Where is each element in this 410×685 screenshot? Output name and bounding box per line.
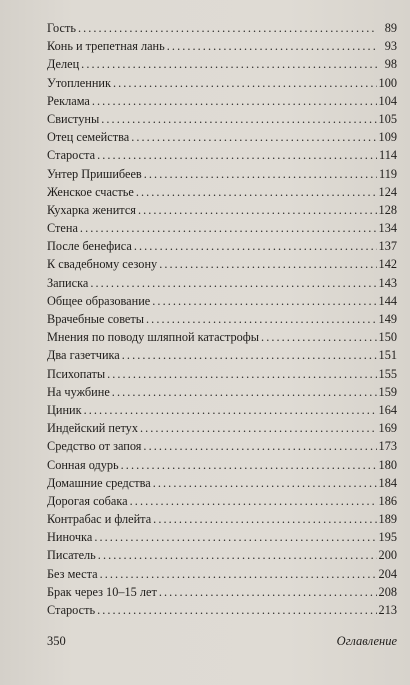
toc-entry-page: 144 [378,293,397,308]
toc-entry-page: 93 [384,39,397,54]
toc-entry-page: 104 [378,93,397,108]
toc-entry-title: Старость [47,603,96,617]
toc-entry-page: 200 [378,548,397,563]
toc-entry-page: 143 [378,275,397,290]
toc-entry-page: 89 [384,21,397,35]
toc-entry [47,146,397,164]
dot-leader [167,37,377,55]
toc-entry-title: Индейский петух [47,421,138,436]
toc-entry [47,201,397,219]
dot-leader [90,274,376,292]
toc-entry [47,546,397,564]
toc-entry [47,237,397,255]
toc-entry-title: Конь и трепетная лань [47,39,165,54]
toc-entry [47,437,397,455]
toc-entry-page: 164 [378,402,397,417]
toc-entry-title: Без места [47,566,98,581]
dot-leader [144,165,377,183]
toc-entry-title: К свадебному сезону [47,257,158,272]
toc-entry [47,310,397,328]
dot-leader [80,219,377,237]
toc-entry-title: Два газетчика [47,348,120,363]
toc-entry [47,183,397,201]
running-footer-section: Оглавление [336,634,397,648]
dot-leader [138,201,377,219]
toc-entry-page: 204 [378,566,397,581]
toc-entry-page: 105 [378,111,397,126]
toc-entry [47,165,397,183]
toc-entry [47,419,397,437]
dot-leader [92,92,377,110]
toc-entry-title: Общее образование [47,293,151,308]
toc-entry-page: 119 [379,166,397,181]
dot-leader [130,492,377,510]
toc-entry-title: Домашние средства [47,475,151,490]
toc-entry-page: 114 [379,148,397,163]
toc-entry-page: 184 [378,475,397,490]
table-of-contents [47,19,397,619]
dot-leader [136,183,377,201]
toc-entry-page: 150 [378,330,397,345]
toc-entry [47,583,397,601]
dot-leader [131,128,376,146]
toc-entry-page: 195 [378,530,397,545]
toc-entry [47,55,397,73]
toc-entry-page: 109 [378,130,397,145]
toc-entry-title: Врачебные советы [47,312,145,326]
toc-entry-title: Сонная одурь [47,457,119,472]
dot-leader [81,55,377,73]
toc-entry-page: 124 [378,184,397,199]
toc-entry-title: Кухарка женится [47,202,136,217]
toc-entry-title: На чужбине [47,384,110,399]
dot-leader [94,528,376,546]
dot-leader [107,365,376,383]
toc-entry [47,92,397,110]
toc-entry-page: 98 [384,57,397,72]
toc-entry-title: Брак через 10–15 лет [47,584,157,599]
toc-entry-title: Утопленник [47,75,111,90]
toc-entry [47,74,397,92]
dot-leader [112,383,377,401]
toc-entry [47,274,397,292]
toc-entry-title: Средство от запоя [47,439,142,454]
toc-entry-page: 173 [378,439,397,454]
dot-leader [146,310,377,328]
toc-entry-page: 151 [378,348,397,363]
dot-leader [113,74,377,92]
toc-entry-page: 137 [378,239,397,254]
toc-entry-page: 149 [378,312,397,326]
toc-entry-page: 159 [378,384,397,399]
dot-leader [261,328,377,346]
page-footer [47,634,397,649]
toc-entry [47,383,397,401]
toc-entry [47,255,397,273]
toc-entry [47,346,397,364]
dot-leader [78,19,377,37]
toc-entry [47,328,397,346]
toc-entry-title: Циник [47,402,82,417]
toc-entry-title: Психопаты [47,366,106,381]
toc-entry [47,110,397,128]
dot-leader [97,146,377,164]
toc-entry-title: Делец [47,57,80,72]
toc-entry [47,601,397,619]
toc-entry-page: 155 [378,366,397,381]
toc-entry [47,128,397,146]
toc-entry-title: Женское счастье [47,184,134,199]
toc-entry-page: 128 [378,202,397,217]
dot-leader [98,546,377,564]
toc-entry-title: После бенефиса [47,239,132,254]
toc-entry-title: Отец семейства [47,130,130,145]
toc-entry [47,456,397,474]
dot-leader [100,565,377,583]
toc-entry-title: Дорогая собака [47,493,128,508]
dot-leader [152,292,376,310]
toc-entry [47,19,397,37]
toc-entry-title: Гость [47,21,76,35]
toc-entry-page: 213 [378,603,397,617]
dot-leader [153,510,376,528]
toc-entry-title: Свистуны [47,111,100,126]
dot-leader [134,237,377,255]
dot-leader [97,601,376,619]
dot-leader [153,474,377,492]
dot-leader [122,346,377,364]
toc-entry [47,37,397,55]
toc-entry [47,492,397,510]
dot-leader [84,401,377,419]
toc-entry [47,528,397,546]
toc-entry [47,292,397,310]
toc-entry-title: Записка [47,275,89,290]
toc-entry-page: 142 [378,257,397,272]
toc-entry-title: Унтер Пришибеев [47,166,142,181]
toc-entry-page: 100 [378,75,397,90]
toc-entry-title: Ниночка [47,530,93,545]
dot-leader [101,110,376,128]
toc-entry [47,474,397,492]
toc-entry [47,365,397,383]
dot-leader [140,419,377,437]
toc-entry-page: 186 [378,493,397,508]
dot-leader [159,583,377,601]
toc-entry-page: 208 [378,584,397,599]
toc-entry-page: 134 [378,221,397,236]
toc-entry-title: Стена [47,221,78,236]
toc-entry-page: 180 [378,457,397,472]
toc-entry [47,219,397,237]
toc-entry-page: 169 [378,421,397,436]
toc-entry-title: Реклама [47,93,90,108]
toc-entry [47,401,397,419]
toc-entry [47,510,397,528]
toc-entry-page: 189 [378,512,397,527]
toc-entry-title: Контрабас и флейта [47,512,152,527]
dot-leader [121,456,377,474]
dot-leader [159,255,376,273]
toc-entry-title: Мнения по поводу шляпной катастрофы [47,330,260,345]
page-number: 350 [47,634,66,648]
toc-entry [47,565,397,583]
dot-leader [143,437,376,455]
toc-entry-title: Писатель [47,548,96,563]
toc-entry-title: Староста [47,148,96,163]
